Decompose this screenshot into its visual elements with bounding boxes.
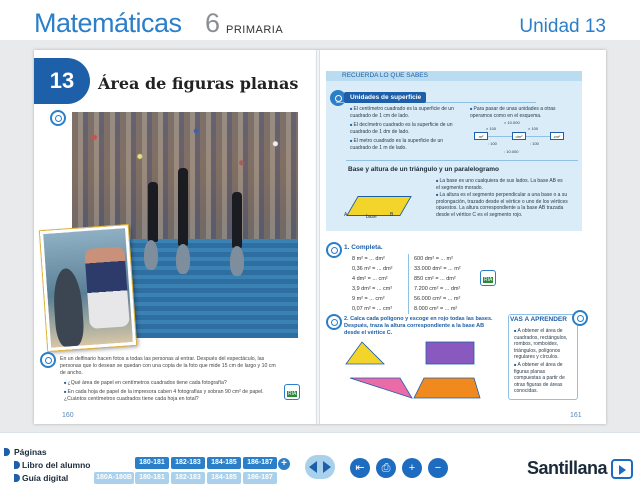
grade-number: 6 (205, 8, 221, 38)
exercise-item: 600 dm² = ... m² (414, 256, 453, 262)
page-button[interactable]: 184-185 (207, 457, 241, 469)
inset-dolphin (52, 268, 85, 348)
exercise-item: 56.000 cm² = ... m² (414, 296, 461, 302)
exercise-item: 4 dm² = ... cm² (352, 276, 388, 282)
photo-trainer (232, 192, 242, 248)
dolphin-inset-photo (40, 225, 136, 351)
activity-icon[interactable]: RIA (480, 270, 496, 286)
page-number-left: 160 (62, 412, 74, 419)
photo-dolphin (176, 244, 190, 274)
exercise-item: 7.200 cm² = ... dm² (414, 286, 461, 292)
trapezoid-orange (414, 378, 480, 398)
activity-icon[interactable]: RIA (284, 384, 300, 400)
zoom-in-icon[interactable] (326, 314, 342, 330)
conversion-label: : 100 (530, 141, 539, 146)
conversion-label: × 100 (486, 126, 497, 131)
rule-text: ■ Para pasar de unas unidades a otras operamos como en el esquema. (470, 106, 574, 119)
zoom-in-icon[interactable] (572, 310, 588, 326)
app-brand-title: Matemáticas (34, 8, 182, 38)
zoom-in-icon[interactable] (50, 110, 66, 126)
exercise-item: 3,9 dm² = ... cm² (352, 286, 393, 292)
page-button[interactable]: 186-187 (243, 457, 277, 469)
nav-student-book-label[interactable]: Libro del alumno (22, 460, 91, 470)
recuerda-header: RECUERDA LO QUE SABES (326, 71, 582, 81)
zoom-out-button[interactable]: − (428, 458, 448, 478)
figure-label: base (366, 214, 377, 220)
conversion-arrow (488, 136, 512, 137)
parallelogram-figure (346, 196, 412, 216)
rectangle-purple (426, 342, 474, 364)
unit-box-dm2: dm² (512, 132, 526, 140)
polygon-figures (340, 338, 500, 404)
photo-trainer (178, 168, 188, 246)
intro-text: En un delfinario hacen fotos a todas las personas al entrar. Después del espectáculo, las personas que lo desean se quedan con una copia de la foto que mide 15 cm de largo y 10 cm de ancho. (60, 356, 276, 376)
figure-label: A (344, 212, 348, 218)
unit-title: Unidad 13 (519, 16, 606, 37)
section-divider (346, 160, 578, 161)
guide-page-button[interactable]: 180-181 (135, 472, 169, 484)
guide-page-button[interactable]: 186-187 (243, 472, 277, 484)
conversion-label: : 10.000 (504, 149, 519, 154)
learning-goal: ■ A obtener el área de figuras planas compuestas a partir de otras figuras de áreas conocidas. (514, 362, 572, 395)
exit-icon[interactable] (611, 459, 633, 479)
page-number-right: 161 (570, 412, 582, 419)
zoom-in-button[interactable]: + (402, 458, 422, 478)
unit-box-cm2: cm² (550, 132, 564, 140)
conversion-arrow (526, 136, 550, 137)
chapter-number-badge: 13 (34, 58, 90, 104)
unit-box-m2: m² (474, 132, 488, 140)
chapter-title: Área de figuras planas (98, 74, 299, 93)
publisher-logo: Santillana (527, 458, 608, 478)
exercise-title: 2. Calca cada polígono y escoge en rojo todas las bases. Después, traza la altura correspondiente a la base AB desde el vértice C. (344, 316, 493, 336)
nav-pages-label: Páginas (14, 447, 47, 457)
column-divider (408, 254, 409, 314)
learning-goal: ■ A obtener el área de cuadrados, rectángulos, rombos, romboides, triángulos, polígonos regulares y círculos. (514, 328, 572, 361)
section-title: Unidades de superficie (344, 92, 426, 103)
exercise-item: 8 m² = ... dm² (352, 256, 385, 262)
exercise-item: 9 m² = ... cm² (352, 296, 385, 302)
exercise-1-title: Completa. (351, 244, 383, 251)
rule-text: ■ La base es uno cualquiera de sus lados. La base AB es el segmento morado. (436, 178, 566, 191)
rule-text: ■ El decímetro cuadrado es la superficie de un cuadrado de 1 dm de lado. (350, 122, 454, 135)
guide-page-button[interactable]: 180A-180B (94, 472, 134, 484)
page-button[interactable]: 180-181 (135, 457, 169, 469)
question-text: ■ En cada hoja de papel de la impresora caben 4 fotografías y sobran 90 cm² de papel. ¿Cuántos centímetros cuadrados tiene cada hoja en total? (64, 388, 274, 403)
conversion-label: × 10.000 (504, 120, 520, 125)
photo-dolphin (144, 240, 158, 270)
exercise-item: 0,07 m² = ... cm² (352, 306, 393, 312)
zoom-in-icon[interactable] (326, 242, 342, 258)
zoom-in-icon[interactable] (40, 352, 56, 368)
photo-dolphin (230, 246, 244, 276)
page-button[interactable]: 182-183 (171, 457, 205, 469)
exercise-item: 33.000 dm² = ... m² (414, 266, 461, 272)
exercise-item: 8.000 cm² = ... m² (414, 306, 458, 312)
triangle-yellow (346, 342, 384, 364)
conversion-label: : 100 (488, 141, 497, 146)
rule-text: ■ La altura es el segmento perpendicular a una base o a su prolongación, trazado desde el vértice o uno de los vértices opuestos. La altura correspondiente a la base AB trazada desde el vértice C es el segmento rojo. (436, 192, 570, 218)
exercise-2-title: Calca cada polígono y escoge en rojo todas las bases. Después, traza la altura correspondiente a la base AB desde el vértice C. (344, 316, 493, 336)
more-pages-button[interactable]: + (278, 458, 290, 470)
exercise-item: 850 cm² = ... dm² (414, 276, 456, 282)
section-title: Base y altura de un triángulo y un paralelogramo (348, 166, 499, 173)
photo-trainer (148, 182, 158, 242)
print-button[interactable]: ⎙ (376, 458, 396, 478)
triangle-pink (350, 378, 412, 398)
exercise-title: 1. Completa. (344, 244, 383, 251)
exercise-item: 0,36 m² = ... dm² (352, 266, 393, 272)
fullscreen-button[interactable]: ⇤ (350, 458, 370, 478)
question-text: ■ ¿Qué área de papel en centímetros cuadrados tiene cada fotografía? (64, 380, 264, 386)
rule-text: ■ El centímetro cuadrado es la superficie de un cuadrado de 1 cm de lado. (350, 106, 454, 119)
rule-text: ■ El metro cuadrado es la superficie de un cuadrado de 1 m de lado. (350, 138, 454, 151)
next-page-icon[interactable] (323, 461, 331, 473)
page-navigation-arrows (305, 455, 335, 479)
vas-a-aprender-title: VAS A APRENDER (510, 316, 567, 323)
previous-page-icon[interactable] (309, 461, 317, 473)
figure-label: B (390, 212, 394, 218)
conversion-label: × 100 (528, 126, 539, 131)
grade-label: PRIMARIA (226, 24, 284, 36)
book-spine (316, 50, 320, 424)
inset-people (84, 246, 129, 329)
nav-digital-guide-label[interactable]: Guía digital (22, 473, 69, 483)
guide-page-button[interactable]: 182-183 (171, 472, 205, 484)
guide-page-button[interactable]: 184-185 (207, 472, 241, 484)
